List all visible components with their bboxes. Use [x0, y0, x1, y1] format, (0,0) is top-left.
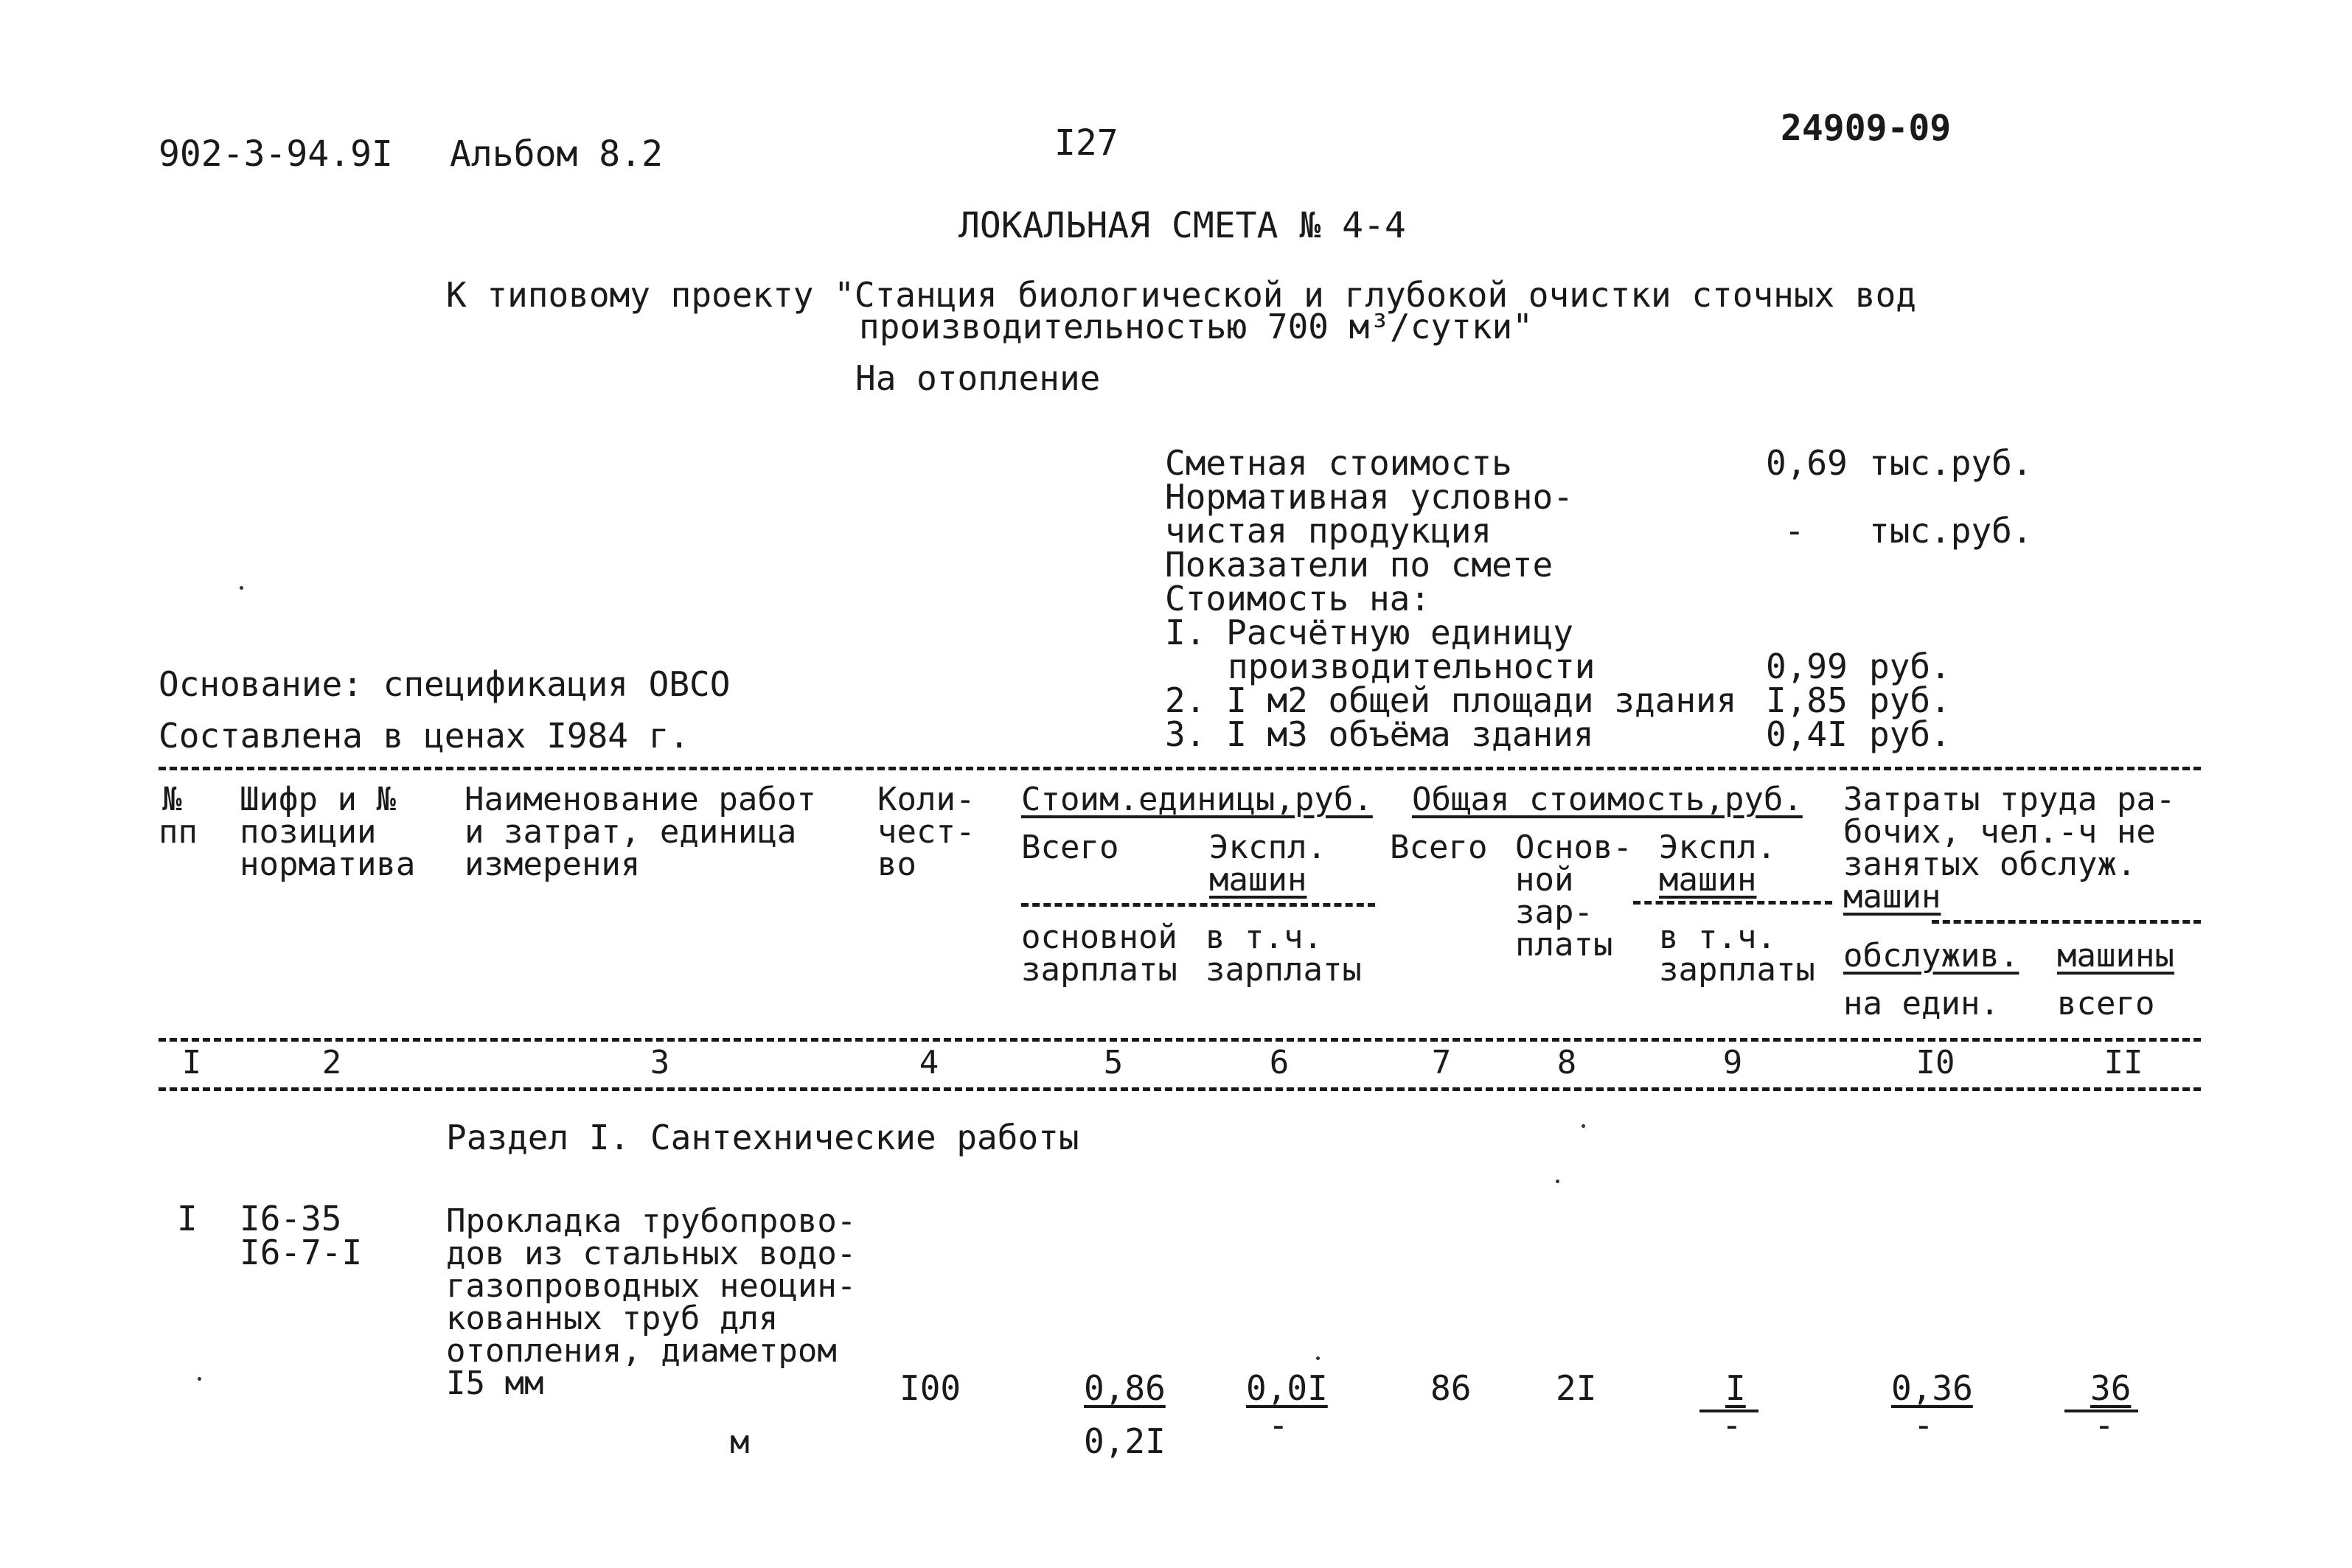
row-number: I: [177, 1199, 198, 1238]
document-code: 902-3-94.9I: [159, 133, 393, 175]
col6-header-bottom-1: в т.ч.: [1205, 919, 1323, 956]
section-title: Раздел I. Сантехнические работы: [446, 1118, 1079, 1157]
col4-header-l2: чест-: [877, 813, 975, 851]
scan-speck: [198, 1377, 201, 1381]
estimated-cost-label: Сметная стоимость: [1165, 443, 1512, 483]
labor-sub-rule: [1932, 920, 2201, 924]
indicator-3-unit: руб.: [1869, 714, 1951, 754]
unit-machines-wage-cell: -: [1268, 1405, 1289, 1445]
indicator-2-unit: руб.: [1869, 680, 1951, 720]
col10-header-top: обслужив.: [1843, 937, 2019, 975]
project-line-2: производительностью 700 м³/сутки": [859, 307, 1533, 346]
col11-header-bottom: всего: [2057, 985, 2155, 1022]
work-name-line: кованных труб для: [446, 1300, 779, 1337]
col9-header-top-2: машин: [1659, 861, 1757, 899]
header-bottom-rule: [159, 1038, 2201, 1042]
album-label: Альбом 8.2: [450, 133, 663, 175]
indicator-3-label: 3. I м3 объёма здания: [1165, 714, 1594, 754]
total-machines-cell: I: [1725, 1368, 1746, 1408]
work-name-line: Прокладка трубопрово-: [446, 1202, 857, 1240]
unit-machines-cell: 0,0I: [1246, 1368, 1328, 1408]
column-number: 6: [1269, 1044, 1290, 1081]
col10-header-bottom: на един.: [1843, 985, 2000, 1022]
scan-speck: [1556, 1180, 1559, 1183]
labor-total-cell: 36: [2090, 1368, 2132, 1408]
estimated-cost-value: 0,69: [1766, 443, 1848, 483]
work-name-line: отопления, диаметром: [446, 1332, 837, 1370]
norm-code-1: I6-35: [240, 1199, 342, 1238]
col1-header-l2: пп: [159, 813, 198, 851]
col8-header-l1: Основ-: [1515, 829, 1632, 866]
col3-header-l3: измерения: [465, 846, 641, 883]
total-cell: 86: [1430, 1368, 1472, 1408]
nup-unit: тыс.руб.: [1869, 511, 2033, 551]
cost-per-label: Стоимость на:: [1165, 579, 1431, 619]
unit-cost-group-header: Стоим.единицы,руб.: [1021, 781, 1373, 818]
column-number: 3: [650, 1044, 670, 1081]
labor-total-sub-cell: -: [2094, 1405, 2115, 1445]
unit-cost-sub-rule: [1021, 903, 1375, 907]
column-number: II: [2104, 1044, 2143, 1081]
column-number: 8: [1556, 1044, 1577, 1081]
estimated-cost-unit: тыс.руб.: [1869, 443, 2033, 483]
indicator-1-label-2: производительности: [1228, 647, 1596, 686]
labor-header-l4: машин: [1843, 878, 1941, 916]
col7-header: Всего: [1390, 829, 1488, 866]
indicator-1-label-1: I. Расчётную единицу: [1165, 613, 1573, 652]
column-number: 7: [1431, 1044, 1452, 1081]
col6-header-bottom-2: зарплаты: [1205, 951, 1362, 989]
total-base-wage-cell: 2I: [1556, 1368, 1597, 1408]
indicator-1-value: 0,99: [1766, 647, 1848, 686]
total-cost-group-header: Общая стоимость,руб.: [1412, 781, 1803, 818]
nup-label-1: Нормативная условно-: [1165, 477, 1573, 517]
labor-per-unit-sub-cell: -: [1913, 1405, 1934, 1445]
prices-line: Составлена в ценах I984 г.: [159, 716, 690, 756]
col6-header-top-1: Экспл.: [1209, 829, 1326, 866]
labor-per-unit-cell: 0,36: [1891, 1368, 1973, 1408]
col4-header-l1: Коли-: [877, 781, 975, 818]
col2-header-l2: позиции: [240, 813, 377, 851]
project-line-1: К типовому проекту "Станция биологической и глубокой очистки сточных вод: [446, 275, 1916, 315]
labor-header-l2: бочих, чел.-ч не: [1843, 813, 2156, 851]
page-number: I27: [1054, 122, 1118, 164]
scan-speck: [240, 586, 243, 590]
nup-label-2: чистая продукция: [1165, 511, 1492, 551]
col9-header-bottom-1: в т.ч.: [1659, 919, 1776, 956]
column-number: 4: [919, 1044, 939, 1081]
measure-unit: м: [730, 1424, 750, 1461]
work-name-line: дов из стальных водо-: [446, 1235, 857, 1272]
column-number: I: [181, 1044, 202, 1081]
work-name-line: газопроводных неоцин-: [446, 1267, 857, 1305]
scan-speck: [1582, 1124, 1585, 1128]
scan-speck: [1316, 1356, 1320, 1360]
work-name-line: I5 мм: [446, 1365, 544, 1402]
column-number: 9: [1722, 1044, 1743, 1081]
total-machines-wage-cell: -: [1722, 1405, 1742, 1445]
col2-header-l1: Шифр и №: [240, 781, 396, 818]
col5-header-bottom-2: зарплаты: [1021, 951, 1177, 989]
table-top-rule: [159, 767, 2201, 770]
column-number: 5: [1103, 1044, 1124, 1081]
col5-header-bottom-1: основной: [1021, 919, 1177, 956]
col9-header-bottom-2: зарплаты: [1659, 951, 1815, 989]
labor-header-l3: занятых обслуж.: [1843, 846, 2137, 883]
indicator-2-value: I,85: [1766, 680, 1848, 720]
col11-header-top: машины: [2057, 937, 2174, 975]
indicator-2-label: 2. I м2 общей площади здания: [1165, 680, 1737, 720]
col8-header-l3: зар-: [1515, 893, 1593, 931]
col1-header-l1: №: [162, 781, 182, 818]
col3-header-l2: и затрат, единица: [465, 813, 797, 851]
indicators-label: Показатели по смете: [1165, 545, 1553, 585]
col5-header-top: Всего: [1021, 829, 1119, 866]
basis-line: Основание: спецификация ОВСО: [159, 664, 731, 704]
col8-header-l4: платы: [1515, 926, 1613, 964]
col4-header-l3: во: [877, 846, 916, 883]
column-number: I0: [1916, 1044, 1955, 1081]
quantity-cell: I00: [900, 1368, 961, 1408]
col3-header-l1: Наименование работ: [465, 781, 816, 818]
inventory-number: 24909-09: [1781, 108, 1952, 149]
unit-base-wage-cell: 0,2I: [1084, 1421, 1166, 1461]
column-numbers-rule: [159, 1087, 2201, 1091]
estimate-purpose: На отопление: [855, 358, 1101, 398]
indicator-3-value: 0,4I: [1766, 714, 1848, 754]
indicator-1-unit: руб.: [1869, 647, 1951, 686]
nup-value: -: [1784, 511, 1805, 551]
col9-header-top-1: Экспл.: [1659, 829, 1776, 866]
estimate-title: ЛОКАЛЬНАЯ СМЕТА № 4-4: [958, 205, 1406, 246]
labor-header-l1: Затраты труда ра-: [1843, 781, 2176, 818]
col2-header-l3: норматива: [240, 846, 416, 883]
norm-code-2: I6-7-I: [240, 1233, 363, 1272]
col6-header-top-2: машин: [1209, 861, 1307, 899]
total-cost-sub-rule: [1633, 901, 1832, 905]
column-number: 2: [321, 1044, 342, 1081]
unit-total-cell: 0,86: [1084, 1368, 1166, 1408]
col8-header-l2: ной: [1515, 861, 1574, 899]
